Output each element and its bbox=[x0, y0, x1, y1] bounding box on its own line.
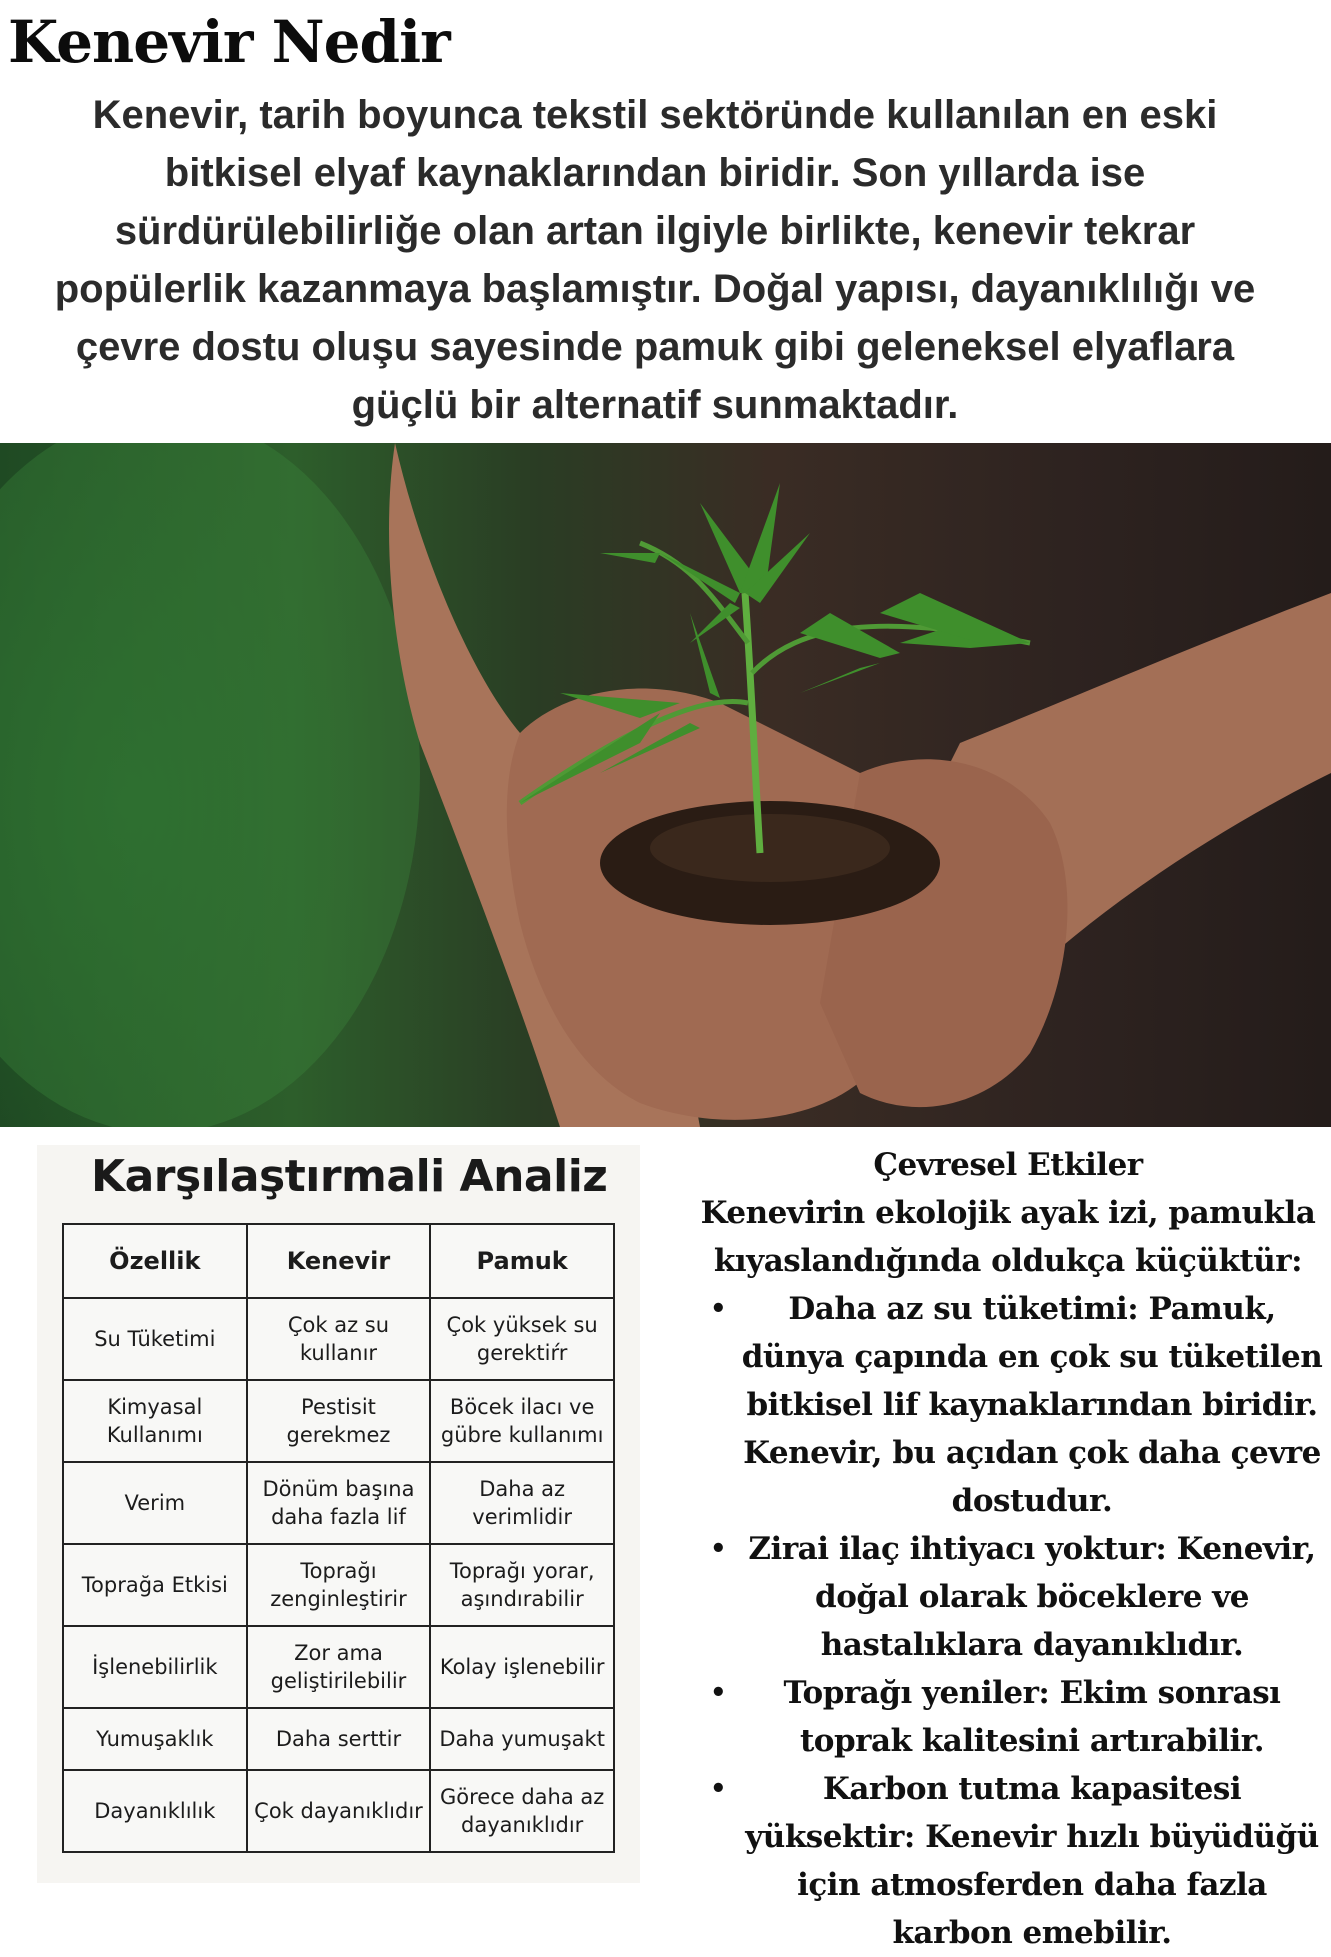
table-cell: Pestisit gerekmez bbox=[247, 1380, 431, 1462]
table-row bbox=[63, 1544, 614, 1626]
table-cell: Daha serttir bbox=[247, 1708, 431, 1770]
header-cell-feature: Özellik bbox=[63, 1224, 247, 1298]
table-cell: Böcek ilacı ve gübre kullanımı bbox=[430, 1380, 614, 1462]
table-row bbox=[63, 1380, 614, 1462]
table-cell: Yumuşaklık bbox=[63, 1708, 247, 1770]
bullet-icon: • bbox=[710, 1774, 727, 1804]
list-item-text: Toprağı yeniler: Ekim sonrası toprak kalitesini artırabilir. bbox=[783, 1675, 1281, 1759]
table-cell: Dönüm başına daha fazla lif bbox=[247, 1462, 431, 1544]
list-item bbox=[688, 1669, 1328, 1765]
seedling-illustration bbox=[0, 443, 1331, 1127]
list-item bbox=[688, 1525, 1328, 1669]
environmental-impacts-section bbox=[688, 1141, 1328, 1957]
bullet-icon: • bbox=[710, 1294, 727, 1324]
table-cell: Toprağı zenginleştirir bbox=[247, 1544, 431, 1626]
bullet-icon: • bbox=[710, 1678, 727, 1708]
table-row bbox=[63, 1770, 614, 1852]
comparison-title: Karşılaştırmali Analiz bbox=[91, 1151, 608, 1202]
table-cell: Daha yumuşakt bbox=[430, 1708, 614, 1770]
environment-heading: Çevresel Etkiler bbox=[873, 1147, 1143, 1183]
table-row bbox=[63, 1626, 614, 1708]
table-row bbox=[63, 1298, 614, 1380]
bullet-icon: • bbox=[710, 1534, 727, 1564]
comparison-card bbox=[37, 1145, 640, 1883]
header-cell-cotton: Pamuk bbox=[430, 1224, 614, 1298]
table-cell: Zor ama geliştirilebilir bbox=[247, 1626, 431, 1708]
list-item-text: Zirai ilaç ihtiyacı yoktur: Kenevir, doğal olarak böceklere ve hastalıklara dayanıklıdır. bbox=[748, 1531, 1316, 1663]
table-cell: Çok az su kullanır bbox=[247, 1298, 431, 1380]
page-title: Kenevir Nedir bbox=[8, 8, 450, 76]
list-item-text: Daha az su tüketimi: Pamuk, dünya çapında en çok su tüketilen bitkisel lif kaynaklarından biridir. Kenevir, bu açıdan çok daha çevre dostudur. bbox=[741, 1291, 1323, 1519]
comparison-table bbox=[62, 1223, 615, 1853]
list-item bbox=[688, 1285, 1328, 1525]
table-cell: Daha az verimlidir bbox=[430, 1462, 614, 1544]
table-cell: Toprağa Etkisi bbox=[63, 1544, 247, 1626]
table-row bbox=[63, 1708, 614, 1770]
table-cell: Çok yüksek su gerektiŕr bbox=[430, 1298, 614, 1380]
table-cell: Toprağı yorar, aşındırabilir bbox=[430, 1544, 614, 1626]
table-cell: Verim bbox=[63, 1462, 247, 1544]
hands-holding-seedling-photo bbox=[0, 443, 1331, 1127]
table-header-row bbox=[63, 1224, 614, 1298]
environment-intro: Kenevirin ekolojik ayak izi, pamukla kıyaslandığında oldukça küçüktür: bbox=[700, 1195, 1316, 1279]
table-cell: Kimyasal Kullanımı bbox=[63, 1380, 247, 1462]
intro-paragraph: Kenevir, tarih boyunca tekstil sektöründe kullanılan en eski bitkisel elyaf kaynaklarından biridir. Son yıllarda ise sürdürülebilirliğe olan artan ilgiyle birlikte, kenevir tekrar popülerlik kazanmaya başlamıştır. Doğal yapısı, dayanıklılığı ve çevre dostu oluşu sayesinde pamuk gibi geleneksel elyaflara güçlü bir alternatif sunmaktadır. bbox=[54, 93, 1256, 427]
header-cell-hemp: Kenevir bbox=[247, 1224, 431, 1298]
table-cell: Çok dayanıklıdır bbox=[247, 1770, 431, 1852]
table-cell: Kolay işlenebilir bbox=[430, 1626, 614, 1708]
environment-list bbox=[688, 1285, 1328, 1957]
table-row bbox=[63, 1462, 614, 1544]
table-cell: Görece daha az dayanıklıdır bbox=[430, 1770, 614, 1852]
list-item-text: Karbon tutma kapasitesi yüksektir: Kenevir hızlı büyüdüğü için atmosferden daha fazla karbon emebilir. bbox=[745, 1771, 1319, 1951]
list-item bbox=[688, 1765, 1328, 1957]
table-cell: Su Tüketimi bbox=[63, 1298, 247, 1380]
table-cell: Dayanıklılık bbox=[63, 1770, 247, 1852]
table-cell: İşlenebilirlik bbox=[63, 1626, 247, 1708]
